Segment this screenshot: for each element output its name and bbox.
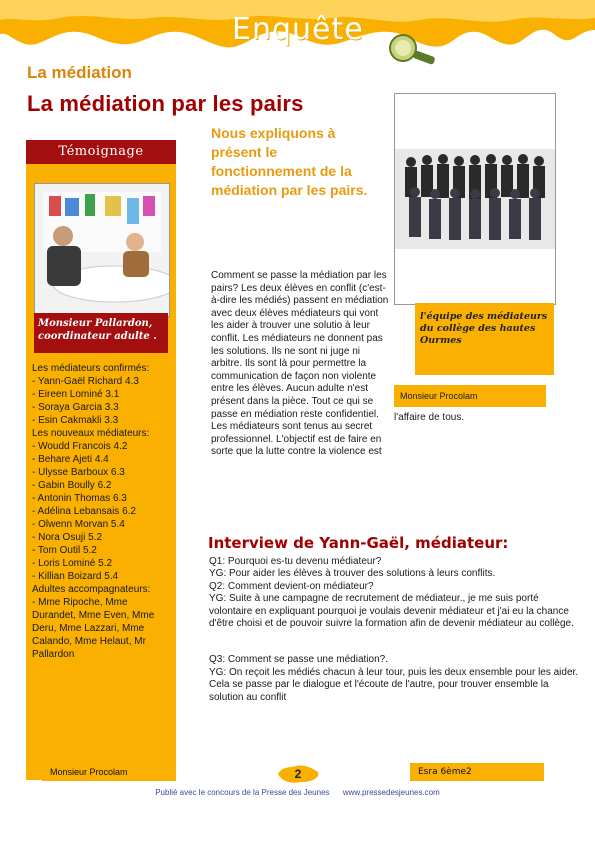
list-item: - Killian Boizard 5.4 — [32, 571, 119, 582]
publisher-line: Publié avec le concours de la Presse des Jeunes www.pressedesjeunes.com — [155, 788, 440, 797]
footer-credit: Monsieur Procolam — [42, 763, 176, 781]
list-item: - Gabin Boully 6.2 — [32, 480, 112, 491]
body-text-continued: l'affaire de tous. — [394, 412, 465, 423]
question-2: Q2: Comment devient-on médiateur? — [209, 580, 374, 592]
answer-1: YG: Pour aider les élèves à trouver des solutions à leurs conflits. — [209, 568, 496, 580]
mediators-new-heading: Les nouveaux médiateurs: — [32, 428, 150, 439]
list-item: - Soraya Garcia 3.3 — [32, 402, 119, 413]
list-item: - Nora Osuji 5.2 — [32, 532, 103, 543]
photo-credit: Monsieur Procolam — [394, 385, 546, 407]
list-item: - Behare Ajeti 4.4 — [32, 454, 109, 465]
answer-3: YG: On reçoit les médiés chacun à leur tour, puis les deux ensemble pour les aider. Cela se passe par le dialogue et l'écoute de l'autre, pour trouver ensemble la solution au conflit — [209, 666, 579, 703]
interview-text — [209, 556, 579, 704]
answer-2: YG: Suite à une campagne de recrutement de médiateur., je me suis porté volontaire en expliquant pourquoi je voulais devenir médiateur et j'ai eu la chance d'être choisi et de pouvoir suivre la formation afin de devenir médiateur au collège. — [209, 593, 574, 630]
list-item: - Adélina Lebansais 6.2 — [32, 506, 136, 517]
footer-author: Esra 6ème2 — [410, 763, 544, 781]
page-title: La médiation par les pairs — [27, 91, 304, 116]
list-item: - Woudd Francois 4.2 — [32, 441, 128, 452]
section-label: La médiation — [27, 63, 132, 82]
list-item: - Loris Lominé 5.2 — [32, 558, 113, 569]
list-item: - Eireen Lominé 3.1 — [32, 389, 120, 400]
list-item: - Olwenn Morvan 5.4 — [32, 519, 125, 530]
photo-team — [394, 93, 556, 305]
team-photo-caption: l'équipe des médiateurs du collège des hautes Ourmes — [420, 311, 548, 346]
adults-heading: Adultes accompagnateurs: — [32, 584, 151, 595]
list-item: - Esin Cakmakli 3.3 — [32, 415, 119, 426]
temoignage-label: Témoignage — [58, 144, 144, 159]
page-number: 2 — [294, 767, 302, 781]
list-item: - Tom Outil 5.2 — [32, 545, 97, 556]
list-item: - Ulysse Barboux 6.3 — [32, 467, 125, 478]
body-text: Comment se passe la médiation par les pairs? Les deux élèves en conflit (c'est-à-dire les médiés) passent en médiation avec deux élèves médiateurs qui vont les aider à trouver une solutio à leur conflit. Les médiateurs ne donnent pas les solutions. Ils ne sont ni juge ni arbitre. Ils sont là pour permettre la communication de façon non violente entre les élèves. Aucun adulte n'est présent dans la pièce. Tout ce qui se passe en médiation reste confidentiel. Les médiateurs sont tenus au secret professionnel. L'objectif est de faire en sorte que la lutte contre la violence est — [211, 270, 389, 458]
mediators-list — [32, 362, 172, 661]
mediators-confirmed-heading: Les médiateurs confirmés: — [32, 363, 150, 374]
question-3: Q3: Comment se passe une médiation?. — [209, 654, 388, 666]
photo-pallardon — [34, 183, 170, 317]
question-1: Q1: Pourquoi es-tu devenu médiateur? — [209, 556, 382, 567]
intro-text: Nous expliquons à présent le fonctionnement de la médiation par les pairs. — [211, 125, 368, 198]
section-header-title: Enquête — [232, 12, 364, 47]
adults-list: - Mme Ripoche, Mme Durandet, Mme Even, Mme Deru, Mme Lazzari, Mme Calando, Mme Helaut, Mr Pallardon — [32, 597, 155, 660]
photo-caption: Monsieur Pallardon, coordinateur adulte . — [34, 313, 168, 353]
interview-title: Interview de Yann-Gaël, médiateur: — [208, 534, 509, 552]
list-item: - Antonin Thomas 6.3 — [32, 493, 127, 504]
magnifier-icon — [383, 32, 443, 68]
list-item: - Yann-Gaël Richard 4.3 — [32, 376, 139, 387]
